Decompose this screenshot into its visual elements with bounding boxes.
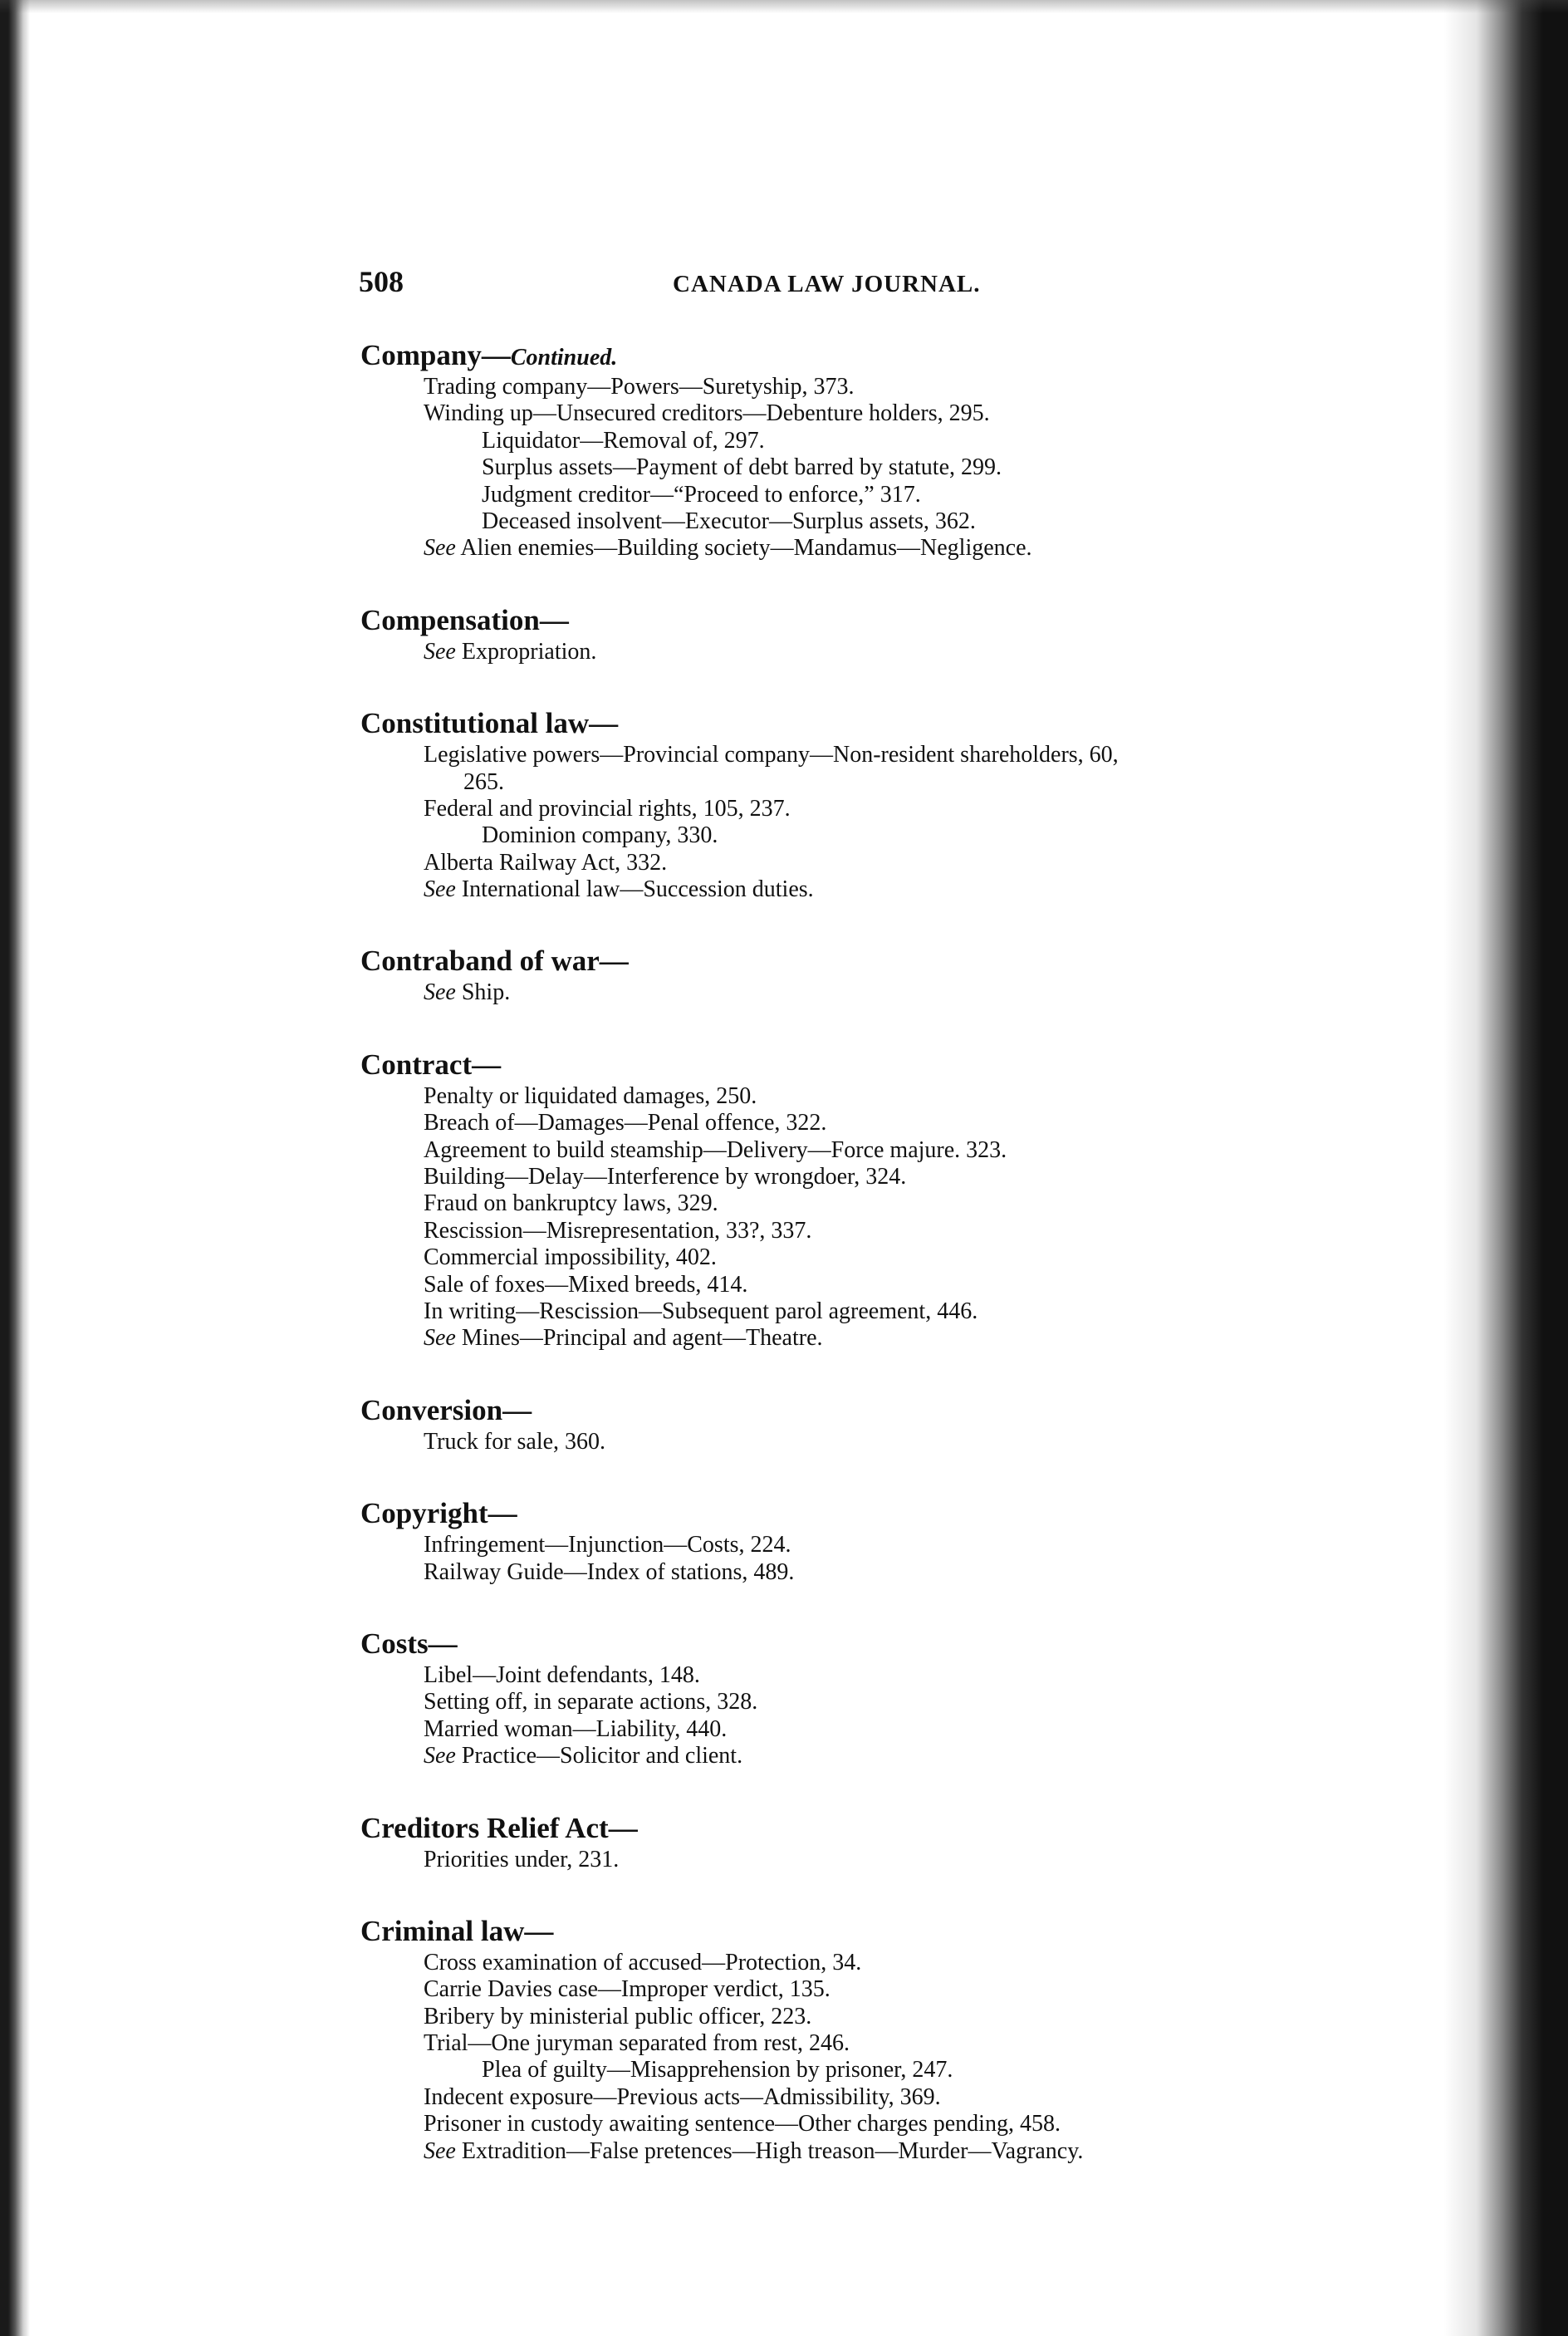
see-label: See: [424, 2137, 456, 2164]
entry-line-text: Carrie Davies case—Improper verdict, 135.: [424, 1976, 831, 2003]
entry-line-text: Winding up—Unsecured creditors—Debenture holders, 295.: [424, 400, 990, 427]
entry-line-text: 265.: [463, 768, 504, 795]
entry-line: [360, 2057, 1357, 2083]
entry-line: [360, 1559, 1357, 1586]
entry-line-text: Married woman—Liability, 440.: [424, 1715, 728, 1742]
page-edge-left: [0, 0, 30, 2336]
entry-line-text: International law—Succession duties.: [455, 876, 814, 903]
entry-line: [360, 2084, 1357, 2111]
entry-line-text: Surplus assets—Payment of debt barred by statute, 299.: [482, 454, 1002, 481]
entry-line: [360, 1244, 1357, 1271]
entry-line: [360, 850, 1357, 876]
entry-line-text: Cross examination of accused—Protection, 34.: [424, 1949, 862, 1975]
entry-line-text: In writing—Rescission—Subsequent parol agreement, 446.: [424, 1298, 978, 1324]
index-entries: [360, 337, 1357, 2205]
entry-line-text: Liquidator—Removal of, 297.: [482, 427, 765, 454]
entry-line-text: Ship.: [455, 979, 511, 1006]
entry-heading-text: Compensation—: [360, 603, 569, 636]
see-label: See: [424, 979, 456, 1006]
entry-line-text: Federal and provincial rights, 105, 237.: [424, 795, 791, 822]
entry-line-text: Libel—Joint defendants, 148.: [424, 1661, 700, 1688]
entry-line-text: Legislative powers—Provincial company—Non-resident shareholders, 60,: [424, 742, 1119, 768]
entry-line-text: Dominion company, 330.: [482, 822, 718, 849]
entry-line-text: Judgment creditor—“Proceed to enforce,” 317.: [482, 481, 921, 508]
entry-heading: [360, 1047, 1357, 1083]
entry-line-text: Truck for sale, 360.: [424, 1428, 606, 1455]
see-label: See: [424, 535, 456, 562]
entry-line: [360, 374, 1357, 400]
index-entry: [360, 1047, 1357, 1352]
entry-line: [360, 1218, 1357, 1244]
entry-line: [360, 400, 1357, 427]
entry-line: [360, 822, 1357, 849]
entry-line: [360, 508, 1357, 535]
entry-line-text: Fraud on bankruptcy laws, 329.: [424, 1190, 718, 1217]
entry-heading: [360, 1913, 1357, 1950]
index-entry: [360, 602, 1357, 665]
entry-line-text: Infringement—Injunction—Costs, 224.: [424, 1532, 791, 1558]
entry-line: [360, 1662, 1357, 1689]
entry-line: [360, 1137, 1357, 1164]
page-number: 508: [359, 265, 404, 298]
entry-line: [360, 1110, 1357, 1136]
entry-heading: [360, 1810, 1357, 1847]
entry-line-text: Breach of—Damages—Penal offence, 322.: [424, 1110, 827, 1136]
entry-heading-text: Constitutional law—: [360, 707, 619, 740]
see-reference: [360, 535, 1357, 562]
see-label: See: [424, 1743, 456, 1769]
entry-line: [360, 1083, 1357, 1110]
see-reference: [360, 1325, 1357, 1352]
entry-line: [360, 1689, 1357, 1715]
entry-line: [360, 482, 1357, 508]
index-entry: [360, 337, 1357, 562]
entry-heading: [360, 1392, 1357, 1429]
entry-line-text: Trial—One juryman separated from rest, 246.: [424, 2030, 850, 2057]
running-head: CANADA LAW JOURNAL.: [673, 271, 981, 297]
entry-heading: [360, 337, 1357, 374]
see-label: See: [424, 1325, 456, 1352]
entry-line: [360, 769, 1357, 796]
entry-line: [360, 1164, 1357, 1190]
page-edge-top: [0, 0, 1568, 13]
entry-line-text: Prisoner in custody awaiting sentence—Other charges pending, 458.: [424, 2111, 1061, 2137]
entry-line: [360, 1190, 1357, 1217]
entry-heading-text: Conversion—: [360, 1393, 532, 1426]
entry-line-text: Commercial impossibility, 402.: [424, 1244, 717, 1271]
entry-heading-text: Contract—: [360, 1048, 502, 1081]
see-reference: [360, 979, 1357, 1006]
entry-heading: [360, 1626, 1357, 1662]
index-entry: [360, 1495, 1357, 1586]
entry-heading: [360, 705, 1357, 742]
entry-heading-text: Company—: [360, 339, 511, 371]
entry-line-text: Setting off, in separate actions, 328.: [424, 1689, 758, 1715]
index-entry: [360, 1392, 1357, 1455]
entry-line-text: Penalty or liquidated damages, 250.: [424, 1082, 757, 1109]
entry-line: [360, 1976, 1357, 2003]
entry-line-text: Trading company—Powers—Suretyship, 373.: [424, 374, 855, 400]
entry-heading-text: Copyright—: [360, 1497, 517, 1530]
entry-line-text: Extradition—False pretences—High treason—Murder—Vagrancy.: [455, 2137, 1084, 2164]
entry-line: [360, 454, 1357, 481]
entry-line: [360, 2004, 1357, 2030]
entry-line: [360, 1716, 1357, 1743]
entry-line-text: Railway Guide—Index of stations, 489.: [424, 1558, 795, 1585]
entry-line-text: Priorities under, 231.: [424, 1846, 620, 1872]
entry-line-text: Practice—Solicitor and client.: [455, 1743, 743, 1769]
entry-line: [360, 1847, 1357, 1873]
entry-line-text: Deceased insolvent—Executor—Surplus assets, 362.: [482, 508, 976, 534]
entry-heading-text: Creditors Relief Act—: [360, 1811, 638, 1844]
entry-line-text: Bribery by ministerial public officer, 223.: [424, 2003, 812, 2029]
index-entry: [360, 1913, 1357, 2165]
entry-line-text: Agreement to build steamship—Delivery—Force majure. 323.: [424, 1136, 1007, 1163]
index-entry: [360, 943, 1357, 1006]
entry-line: [360, 428, 1357, 454]
entry-line: [360, 2111, 1357, 2137]
entry-line: [360, 1532, 1357, 1558]
entry-line-text: Rescission—Misrepresentation, 33?, 337.: [424, 1217, 812, 1244]
see-reference: [360, 639, 1357, 665]
see-reference: [360, 2138, 1357, 2165]
index-entry: [360, 1626, 1357, 1770]
entry-line: [360, 2030, 1357, 2057]
see-label: See: [424, 876, 456, 903]
entry-line-text: Mines—Principal and agent—Theatre.: [455, 1325, 823, 1352]
entry-line: [360, 1429, 1357, 1455]
see-label: See: [424, 638, 456, 665]
entry-line: [360, 1950, 1357, 1976]
see-reference: [360, 876, 1357, 903]
entry-line-text: Indecent exposure—Previous acts—Admissibility, 369.: [424, 2083, 941, 2110]
index-entry: [360, 1810, 1357, 1873]
entry-line-text: Alien enemies—Building society—Mandamus—Negligence.: [455, 535, 1032, 562]
entry-line-text: Expropriation.: [455, 638, 597, 665]
see-reference: [360, 1743, 1357, 1769]
entry-line: [360, 742, 1357, 768]
entry-heading-text: Costs—: [360, 1627, 458, 1660]
page-edge-right: [1443, 0, 1568, 2336]
entry-line-text: Sale of foxes—Mixed breeds, 414.: [424, 1271, 748, 1298]
index-entry: [360, 705, 1357, 903]
continued-label: Continued.: [510, 345, 618, 371]
entry-heading: [360, 1495, 1357, 1532]
entry-heading-text: Criminal law—: [360, 1914, 554, 1947]
entry-heading: [360, 602, 1357, 639]
entry-line-text: Building—Delay—Interference by wrongdoer, 324.: [424, 1164, 907, 1190]
entry-line-text: Alberta Railway Act, 332.: [424, 849, 668, 876]
entry-line: [360, 796, 1357, 822]
entry-line: [360, 1272, 1357, 1298]
entry-heading-text: Contraband of war—: [360, 945, 629, 978]
entry-line-text: Plea of guilty—Misapprehension by prisoner, 247.: [482, 2057, 953, 2083]
entry-heading: [360, 943, 1357, 979]
entry-line: [360, 1298, 1357, 1325]
